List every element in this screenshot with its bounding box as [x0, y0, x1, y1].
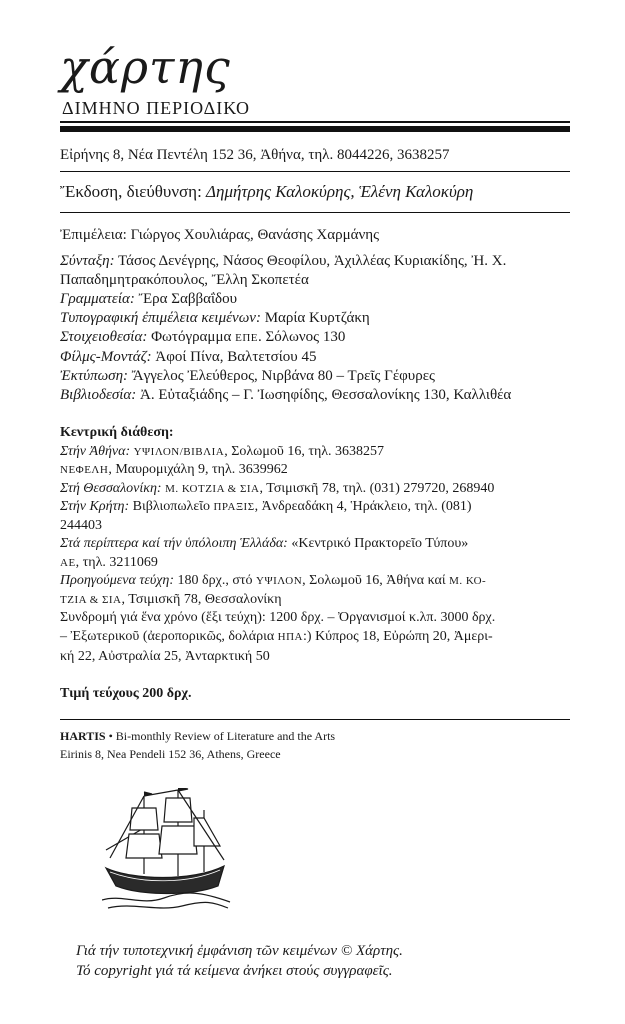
- nefeli-sc: ΝΕΦΕΛΗ: [60, 464, 109, 476]
- typeset-address: . Σόλωνος 130: [258, 329, 346, 345]
- distribution-heading: Κεντρική διάθεση:: [60, 425, 174, 440]
- typo-label: Τυπογραφική ἐπιμέλεια κειμένων:: [60, 310, 261, 326]
- typo-value: Μαρία Κυρτζάκη: [264, 310, 370, 326]
- subscription-sc: ΗΠΑ: [277, 631, 304, 643]
- crete-label: Στήν Κρήτη:: [60, 499, 130, 514]
- logo: χάρτης: [60, 40, 231, 94]
- english-title-line: [60, 729, 335, 744]
- issue-price: Τιμή τεύχους 200 δρχ.: [60, 686, 192, 701]
- subscription-line-2b: :) Κύπρος 18, Εὐρώπη 20, Ἀμερι-: [303, 629, 493, 644]
- composition-label: Σύνταξη:: [60, 253, 115, 269]
- thess-label: Στή Θεσσαλονίκη:: [60, 480, 162, 496]
- prev-label: Προηγούμενα τεύχη:: [60, 573, 175, 588]
- subscription-line-1: Συνδρομή γιά ἕνα χρόνο (ἕξι τεύχη): 1200 δρχ. – Ὀργανισμοί κ.λπ. 3000 δρχ.: [60, 610, 496, 625]
- address-line: Εἰρήνης 8, Νέα Πεντέλη 152 36, Ἀθήνα, τηλ. 8044226, 3638257: [60, 147, 450, 163]
- footer-line-1: Γιά τήν τυποτεχνική ἐμφάνιση τῶν κειμένων © Χάρτης.: [76, 943, 403, 959]
- publisher-names: Δημήτρης Καλοκύρης, Ἑλένη Καλοκύρη: [206, 182, 474, 201]
- distribution-block: [60, 424, 580, 609]
- publisher-line: [60, 182, 473, 202]
- editing-label: Ἐπιμέλεια:: [60, 227, 127, 243]
- crete-value: Βιβλιοπωλεῖο: [132, 499, 210, 514]
- magazine-subtitle: ΔΙΜΗΝΟ ΠΕΡΙΟΔΙΚΟ: [62, 98, 250, 118]
- divider: [60, 121, 570, 123]
- credits-list: [60, 252, 580, 405]
- rest-phone: , τηλ. 3211069: [75, 554, 158, 570]
- composition-value-cont: Παπαδημητρακόπουλος, Ἔλλη Σκοπετέα: [60, 272, 309, 288]
- editing-value: Γιώργος Χουλιάρας, Θανάσης Χαρμάνης: [130, 227, 380, 243]
- prev-sc2: Μ. ΚΟ-: [449, 575, 487, 587]
- rest-value: «Κεντρικό Πρακτορεῖο Τύπου»: [291, 536, 469, 551]
- prev-address: , Σολωμοῦ 16, Ἀθήνα καί: [302, 573, 446, 588]
- prev-sc3: ΤΖΙΑ & ΣΙΑ: [60, 593, 122, 606]
- prev-sc1: ΥΨΙΛΟΝ: [256, 575, 303, 587]
- subscription-line-2: – Ἐξωτερικοῦ (ἀεροπορικῶς, δολάρια: [60, 629, 275, 644]
- binding-value: Ἀ. Εὐταξιάδης – Γ. Ἰωσηφίδης, Θεσσαλονίκης 130, Καλλιθέα: [140, 387, 512, 403]
- credits-editing: [60, 226, 580, 245]
- print-value: Ἄγγελος Ἐλεύθερος, Νιρβάνα 80 – Τρεῖς Γέφυρες: [131, 368, 435, 384]
- english-brand: HARTIS: [60, 729, 106, 743]
- athens-sc: ΥΨΙΛΟΝ/ΒΙΒΛΙΑ: [133, 445, 225, 458]
- divider: [60, 171, 570, 172]
- secretary-label: Γραμματεία:: [60, 291, 135, 307]
- divider-thick: [60, 126, 570, 132]
- thess-sc: Μ. ΚΟΤΖΙΑ & ΣΙΑ: [165, 482, 260, 495]
- crete-phone: 244403: [60, 517, 102, 533]
- typeset-sc: ΕΠΕ: [235, 332, 258, 344]
- divider: [60, 719, 570, 720]
- subscription-block: [60, 608, 580, 666]
- thess-value: , Τσιμισκῆ 78, τηλ. (031) 279720, 268940: [259, 480, 495, 496]
- binding-label: Βιβλιοδεσία:: [60, 387, 137, 403]
- montage-value: Ἀφοί Πίνα, Βαλτετσίου 45: [155, 349, 317, 365]
- subscription-line-3: κή 22, Αὐστραλία 25, Ἀνταρκτική 50: [60, 649, 270, 664]
- athens-value: , Σολωμοῦ 16, τηλ. 3638257: [224, 443, 385, 459]
- rest-label: Στά περίπτερα καί τήν ὑπόλοιπη Ἑλλάδα:: [60, 536, 288, 551]
- typeset-label: Στοιχειοθεσία:: [60, 329, 148, 345]
- english-description: Bi-monthly Review of Literature and the Arts: [115, 729, 336, 743]
- crete-sc: ΠΡΑΞΙΣ: [213, 501, 255, 513]
- divider: [60, 212, 570, 213]
- secretary-value: Ἔρα Σαββαΐδου: [138, 291, 238, 307]
- footer-line-2: Τό copyright γιά τά κείμενα ἀνήκει στούς συγγραφεῖς.: [76, 963, 393, 979]
- prev-address-cont: , Τσιμισκῆ 78, Θεσσαλονίκη: [121, 591, 282, 607]
- rest-sc: ΑΕ: [60, 556, 76, 569]
- composition-value: Τάσος Δενέγρης, Νάσος Θεοφίλου, Ἀχιλλέας Κυριακίδης, Ἠ. Χ.: [118, 253, 507, 269]
- prev-price: 180 δρχ., στό: [177, 573, 253, 588]
- publisher-label: Ἔκδοση, διεύθυνση:: [60, 182, 202, 201]
- athens-label: Στήν Ἀθήνα:: [60, 443, 131, 459]
- nefeli-value: , Μαυρομιχάλη 9, τηλ. 3639962: [108, 462, 288, 477]
- english-address: Eirinis 8, Nea Pendeli 152 36, Athens, Greece: [60, 747, 281, 761]
- bullet-icon: •: [108, 729, 113, 743]
- montage-label: Φίλμς-Μοντάζ:: [60, 349, 152, 365]
- sailing-ship-icon: [102, 788, 232, 913]
- print-label: Ἐκτύπωση:: [60, 368, 129, 384]
- typeset-value: Φωτόγραμμα: [151, 329, 232, 345]
- crete-address: , Ἀνδρεαδάκη 4, Ἡράκλειο, τηλ. (081): [254, 499, 472, 514]
